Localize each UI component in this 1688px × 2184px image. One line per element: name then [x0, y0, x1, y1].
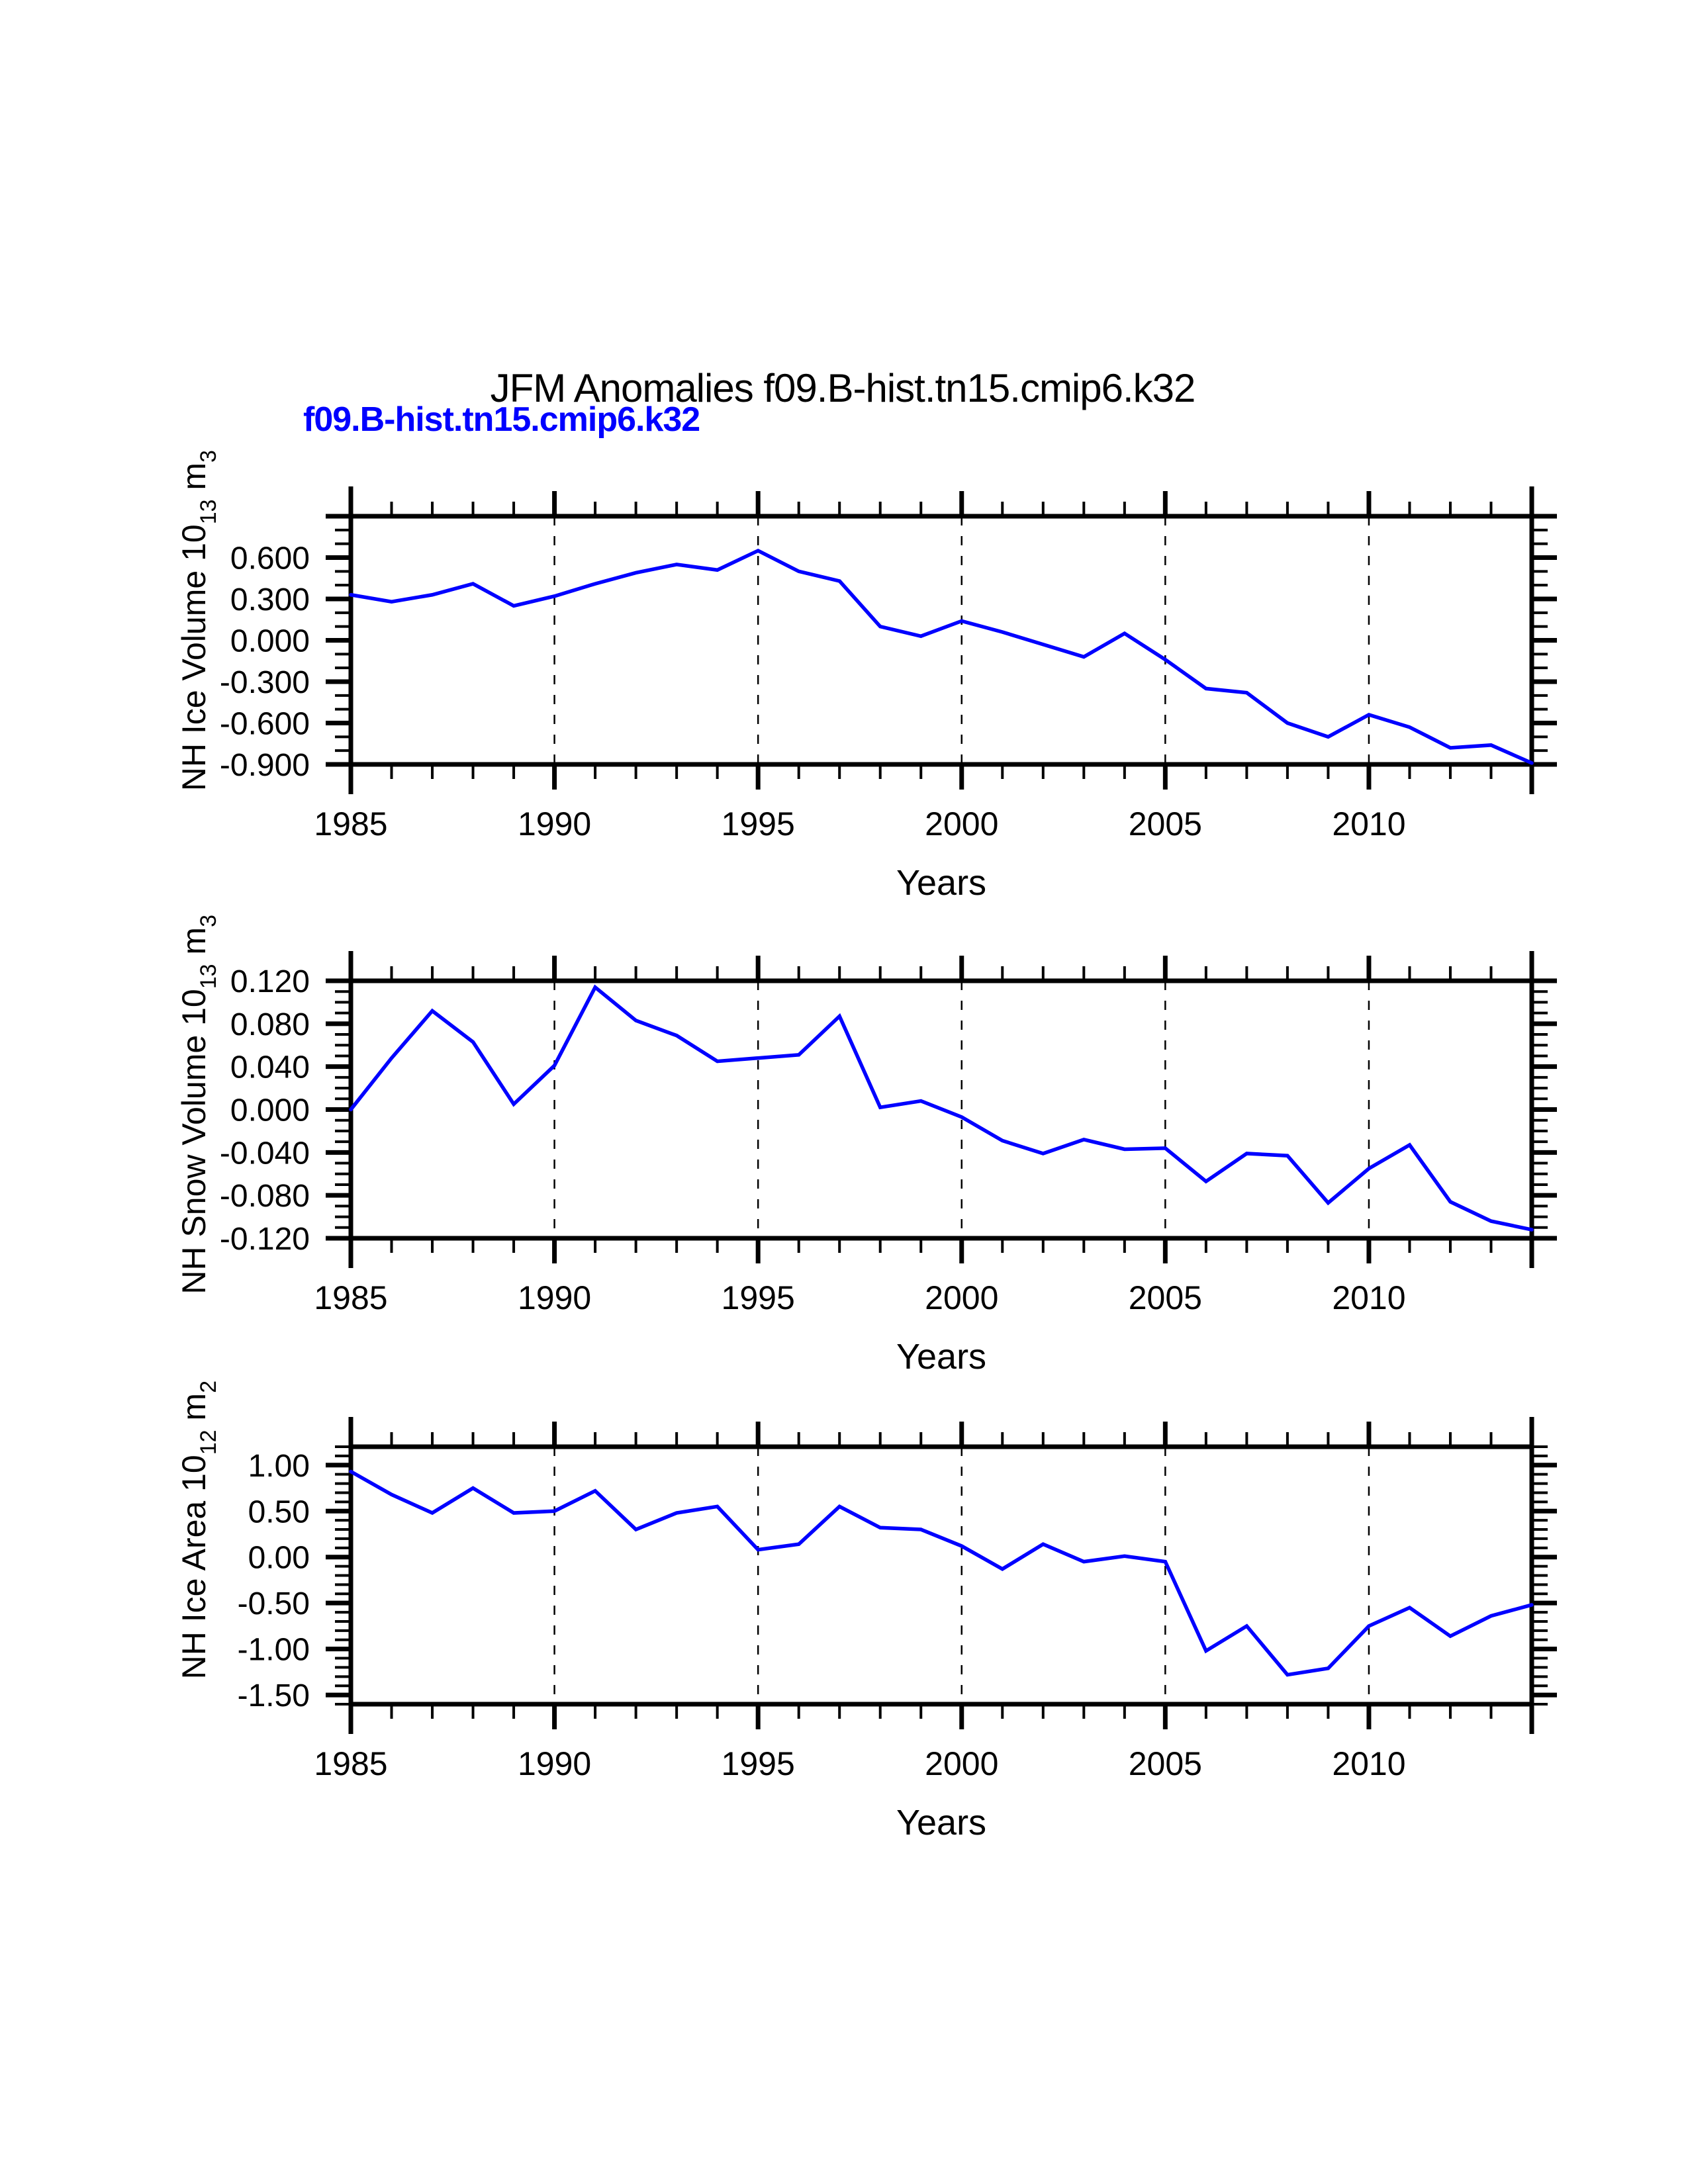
x-tick-label: 2000: [925, 1745, 999, 1782]
y-tick-label: -0.040: [219, 1136, 310, 1171]
y-tick-label: -1.50: [237, 1678, 310, 1714]
x-tick-label: 1995: [721, 1745, 795, 1782]
y-tick-label: 1.00: [248, 1448, 310, 1484]
x-tick-label: 2005: [1128, 1279, 1202, 1316]
x-tick-label: 1990: [517, 805, 592, 842]
data-line: [351, 987, 1532, 1230]
x-tick-label: 2010: [1332, 1279, 1406, 1316]
y-tick-label: 0.080: [230, 1007, 310, 1042]
x-tick-label: 1985: [314, 805, 388, 842]
y-tick-label: 0.040: [230, 1050, 310, 1085]
x-axis-title: Years: [896, 1337, 987, 1377]
x-tick-label: 1985: [314, 1279, 388, 1316]
x-tick-label: 2005: [1128, 805, 1202, 842]
plot-frame: [351, 516, 1532, 764]
x-axis-title: Years: [896, 863, 987, 903]
y-axis-title: NH Ice Volume $10_{13}$ $m_3$: [175, 450, 221, 792]
y-tick-label: 0.00: [248, 1540, 310, 1576]
x-tick-label: 2010: [1332, 1745, 1406, 1782]
panel-nh-ice-area: [175, 1381, 1557, 1843]
figure-title: JFM Anomalies f09.B-hist.tn15.cmip6.k32: [490, 366, 1196, 410]
y-tick-label: -1.00: [237, 1632, 310, 1668]
y-tick-label: -0.600: [219, 706, 310, 742]
y-tick-label: -0.300: [219, 665, 310, 700]
y-tick-label: -0.120: [219, 1222, 310, 1257]
data-line: [351, 1472, 1532, 1675]
plot-frame: [351, 1447, 1532, 1704]
y-tick-label: 0.000: [230, 1093, 310, 1128]
panel-nh-ice-volume: [175, 450, 1557, 903]
legend-label: f09.B-hist.tn15.cmip6.k32: [303, 400, 700, 439]
x-tick-label: 1995: [721, 805, 795, 842]
x-tick-label: 1990: [517, 1279, 592, 1316]
y-tick-label: -0.900: [219, 748, 310, 783]
y-tick-label: -0.080: [219, 1179, 310, 1214]
x-tick-label: 2005: [1128, 1745, 1202, 1782]
data-line: [351, 551, 1532, 763]
x-tick-label: 1985: [314, 1745, 388, 1782]
y-tick-label: -0.50: [237, 1586, 310, 1622]
x-tick-label: 1990: [517, 1745, 592, 1782]
y-tick-label: 0.50: [248, 1494, 310, 1530]
y-tick-label: 0.000: [230, 623, 310, 659]
panel-nh-snow-volume: [175, 915, 1557, 1377]
y-tick-label: 0.300: [230, 582, 310, 617]
x-tick-label: 2000: [925, 805, 999, 842]
y-axis-title: NH Snow Volume $10_{13}$ $m_3$: [175, 915, 221, 1295]
x-tick-label: 2010: [1332, 805, 1406, 842]
x-tick-label: 1995: [721, 1279, 795, 1316]
x-axis-title: Years: [896, 1803, 987, 1843]
y-axis-title: NH Ice Area $10_{12}$ $m_2$: [175, 1381, 221, 1680]
y-tick-label: 0.600: [230, 541, 310, 576]
y-tick-label: 0.120: [230, 964, 310, 999]
x-tick-label: 2000: [925, 1279, 999, 1316]
